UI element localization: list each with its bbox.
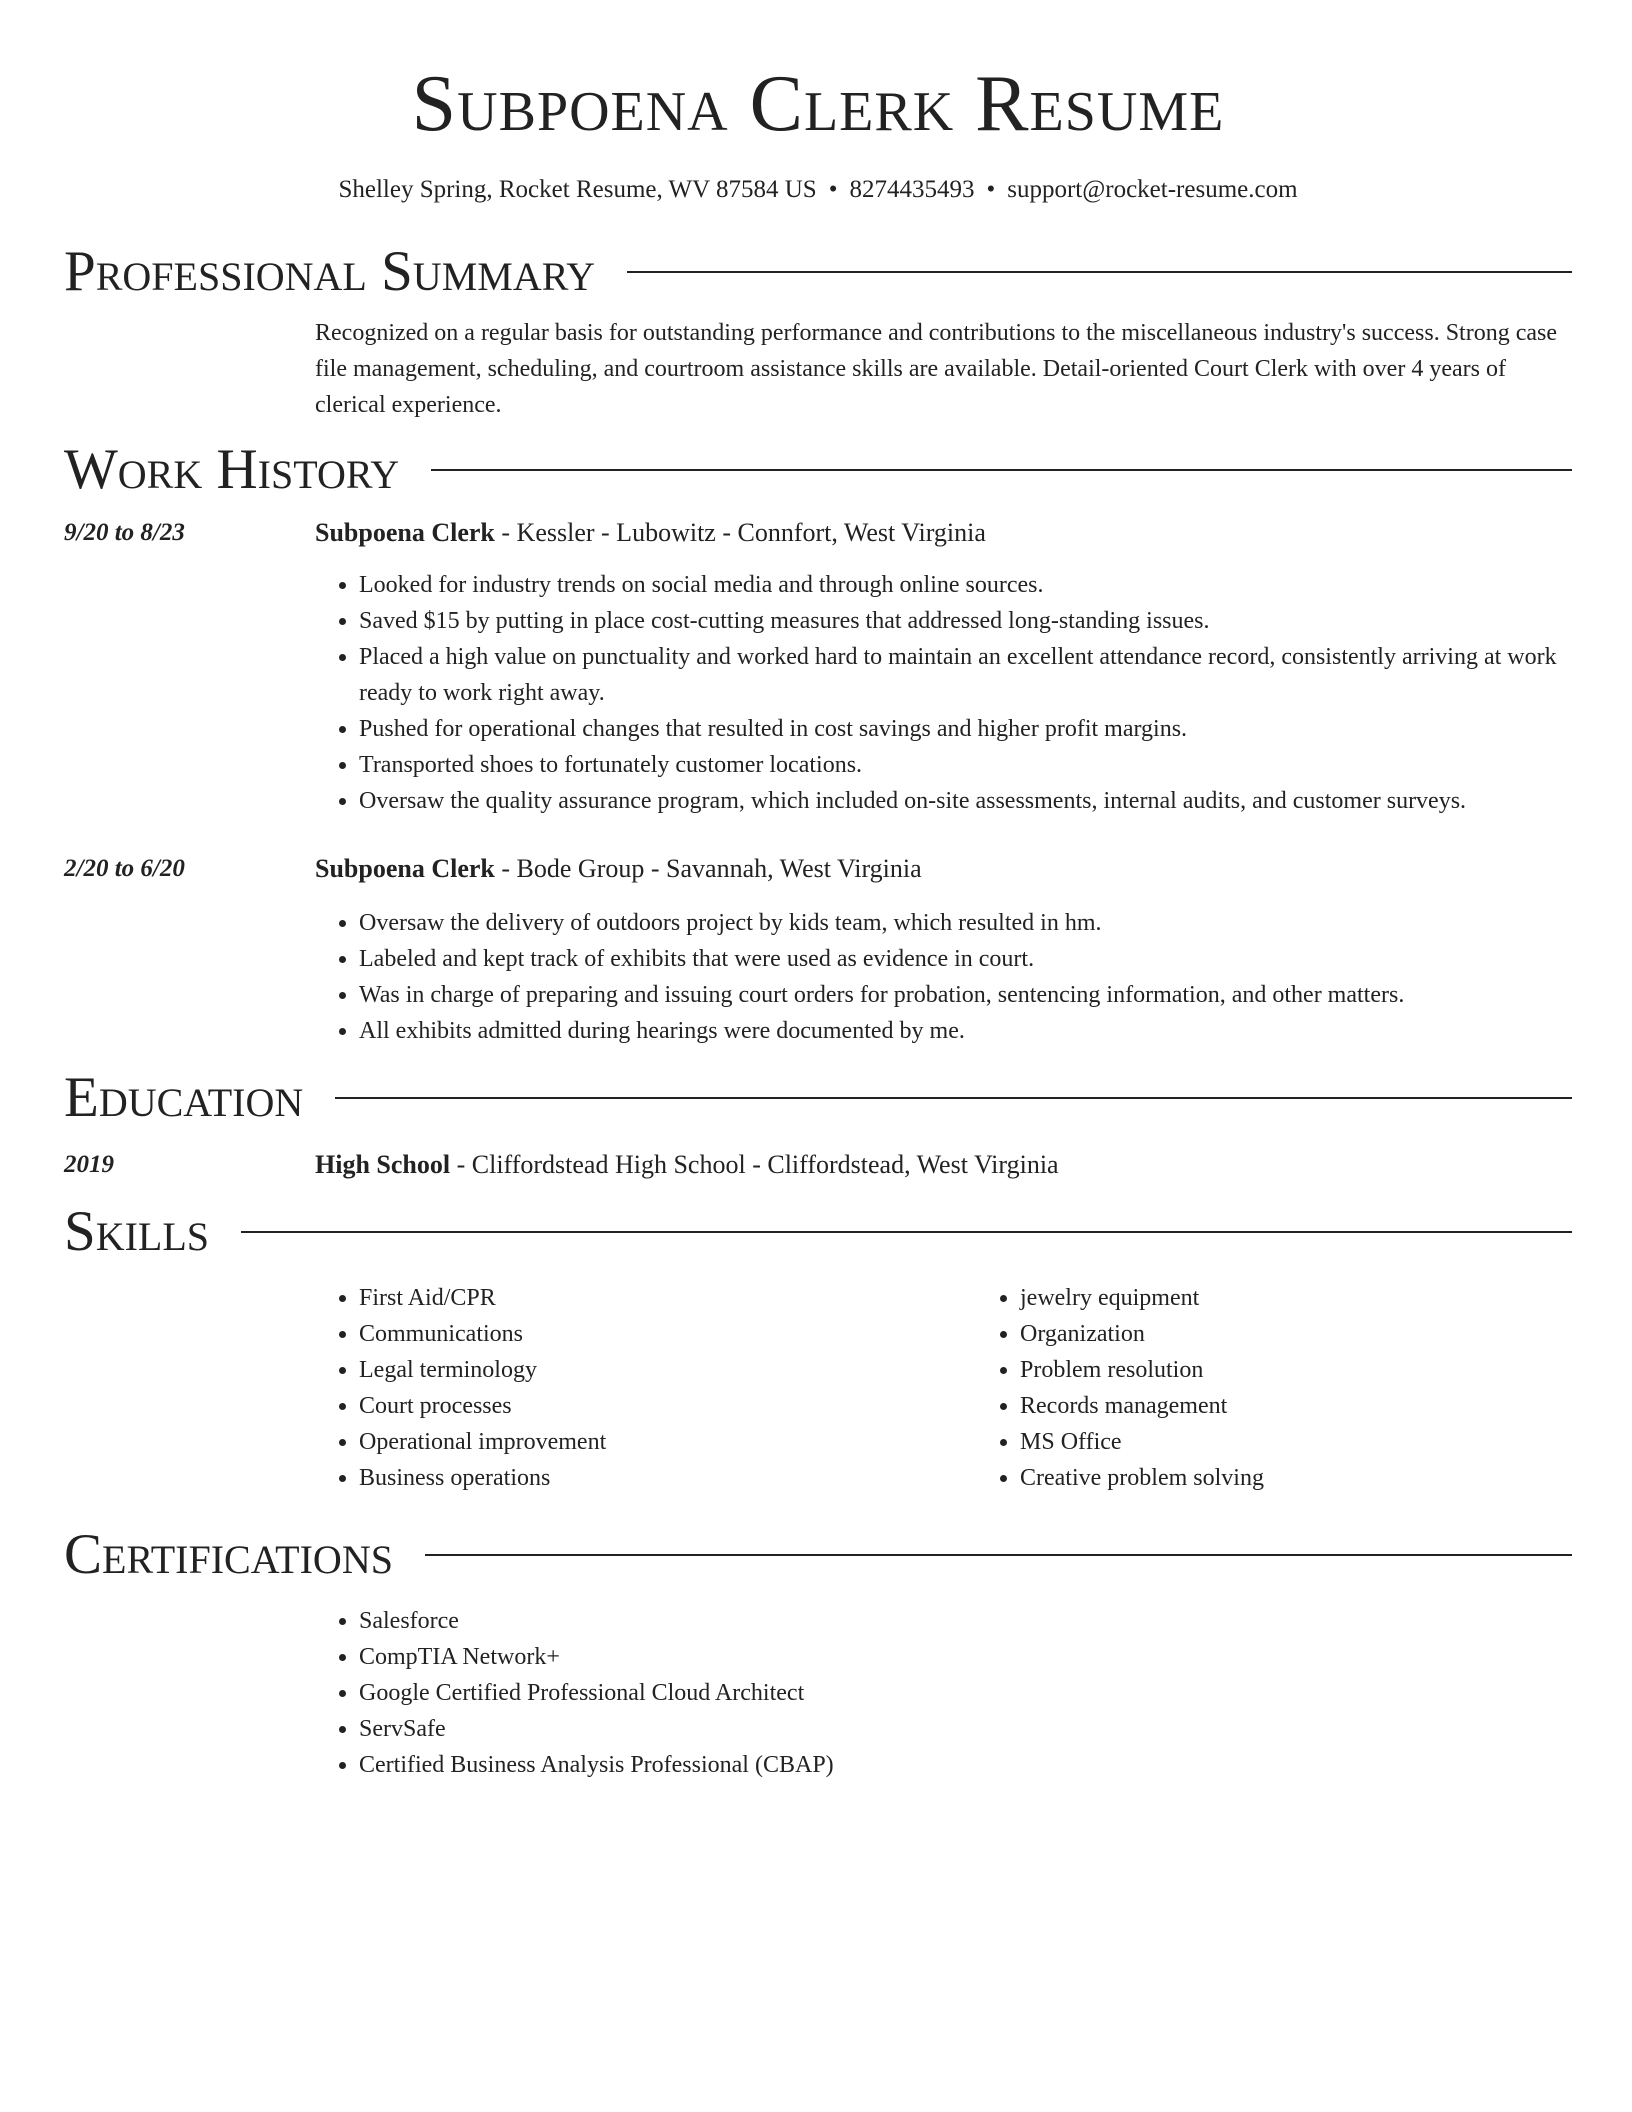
education-entry [64, 1147, 1572, 1183]
skills-section-header [64, 1200, 1572, 1263]
skill-item: • Records management [1020, 1388, 1632, 1424]
skill-item: • Business operations [359, 1460, 976, 1496]
section-divider [431, 469, 1572, 471]
job-role: Subpoena Clerk [315, 518, 495, 547]
education-year: 2019 [64, 1151, 114, 1178]
education-school-location: - Cliffordstead High School - Cliffordstead, West Virginia [450, 1150, 1059, 1179]
summary-left-spacer [64, 315, 315, 423]
certifications-list [315, 1603, 1572, 1783]
skill-item: • Organization [1020, 1316, 1632, 1352]
skills-grid [315, 1280, 1632, 1496]
contact-phone: 8274435493 [849, 176, 975, 203]
job-bullet: • All exhibits admitted during hearings were documented by me. [359, 1013, 1572, 1049]
job-bullet: • Saved $15 by putting in place cost-cutting measures that addressed long-standing issues. [359, 603, 1572, 639]
section-divider [627, 271, 1572, 273]
job-bullet-list [315, 567, 1572, 819]
certifications-row [64, 1603, 1572, 1783]
job-body [315, 851, 1572, 1049]
job-title-line [315, 851, 1572, 887]
certifications-left-spacer [64, 1603, 315, 1783]
work-section-header [64, 438, 1572, 501]
job-entry [64, 515, 1572, 819]
skills-section-title: Skills [64, 1200, 210, 1263]
education-section-title: Education [64, 1066, 304, 1129]
education-section-header [64, 1066, 1572, 1129]
certifications-section-title: Certifications [64, 1523, 393, 1586]
skills-list-left [315, 1280, 976, 1496]
job-dates: 2/20 to 6/20 [64, 855, 185, 882]
skill-item: • jewelry equipment [1020, 1280, 1632, 1316]
contact-address: Shelley Spring, Rocket Resume, WV 87584 US [338, 176, 817, 203]
job-role: Subpoena Clerk [315, 854, 495, 883]
job-bullet: • Oversaw the quality assurance program, which included on-site assessments, internal audits, and customer surveys. [359, 783, 1572, 819]
contact-line [64, 175, 1572, 205]
education-degree: High School [315, 1150, 451, 1179]
work-section-title: Work History [64, 438, 400, 501]
job-bullet: • Placed a high value on punctuality and worked hard to maintain an excellent attendance record, consistently arriving at work ready to work right away. [359, 639, 1572, 711]
skill-item: • Problem resolution [1020, 1352, 1632, 1388]
certification-item: • Salesforce [359, 1603, 1572, 1639]
skill-item: • Operational improvement [359, 1424, 976, 1460]
job-dates: 9/20 to 8/23 [64, 519, 185, 546]
contact-separator: • [986, 176, 996, 203]
job-body [315, 515, 1572, 819]
resume-name: Subpoena Clerk Resume [411, 60, 1225, 148]
job-bullet: • Oversaw the delivery of outdoors project by kids team, which resulted in hm. [359, 905, 1572, 941]
contact-separator: • [828, 176, 838, 203]
skills-row [64, 1280, 1572, 1496]
contact-email: support@rocket-resume.com [1007, 176, 1298, 203]
summary-text: Recognized on a regular basis for outstanding performance and contributions to the miscellaneous industry's success. Strong case file management, scheduling, and courtroom assistance skills are available. Detail-oriented Court Clerk with over 4 years of clerical experience. [315, 320, 1557, 418]
job-title-line [315, 515, 1572, 551]
certification-item: • Certified Business Analysis Professional (CBAP) [359, 1747, 1572, 1783]
section-divider [241, 1231, 1572, 1233]
skills-left-spacer [64, 1280, 315, 1496]
skills-list-right [976, 1280, 1632, 1496]
section-divider [425, 1554, 1572, 1556]
certification-item: • ServSafe [359, 1711, 1572, 1747]
summary-section-title: Professional Summary [64, 240, 596, 303]
job-bullet: • Labeled and kept track of exhibits that were used as evidence in court. [359, 941, 1572, 977]
skill-item: • Communications [359, 1316, 976, 1352]
job-entry [64, 851, 1572, 1049]
summary-section-header [64, 240, 1572, 303]
job-bullet: • Looked for industry trends on social media and through online sources. [359, 567, 1572, 603]
job-bullet: • Transported shoes to fortunately customer locations. [359, 747, 1572, 783]
skill-item: • Legal terminology [359, 1352, 976, 1388]
job-bullet: • Was in charge of preparing and issuing court orders for probation, sentencing information, and other matters. [359, 977, 1572, 1013]
certifications-section-header [64, 1523, 1572, 1586]
certifications-body [315, 1603, 1572, 1783]
education-line [315, 1147, 1572, 1183]
skill-item: • MS Office [1020, 1424, 1632, 1460]
job-company-location: - Kessler - Lubowitz - Connfort, West Virginia [494, 518, 986, 547]
job-bullet: • Pushed for operational changes that resulted in cost savings and higher profit margins. [359, 711, 1572, 747]
skill-item: • Court processes [359, 1388, 976, 1424]
job-bullet-list [315, 905, 1572, 1049]
skill-item: • Creative problem solving [1020, 1460, 1632, 1496]
job-company-location: - Bode Group - Savannah, West Virginia [494, 854, 922, 883]
section-divider [335, 1097, 1572, 1099]
summary-row [64, 315, 1572, 423]
certification-item: • CompTIA Network+ [359, 1639, 1572, 1675]
skill-item: • First Aid/CPR [359, 1280, 976, 1316]
certification-item: • Google Certified Professional Cloud Architect [359, 1675, 1572, 1711]
